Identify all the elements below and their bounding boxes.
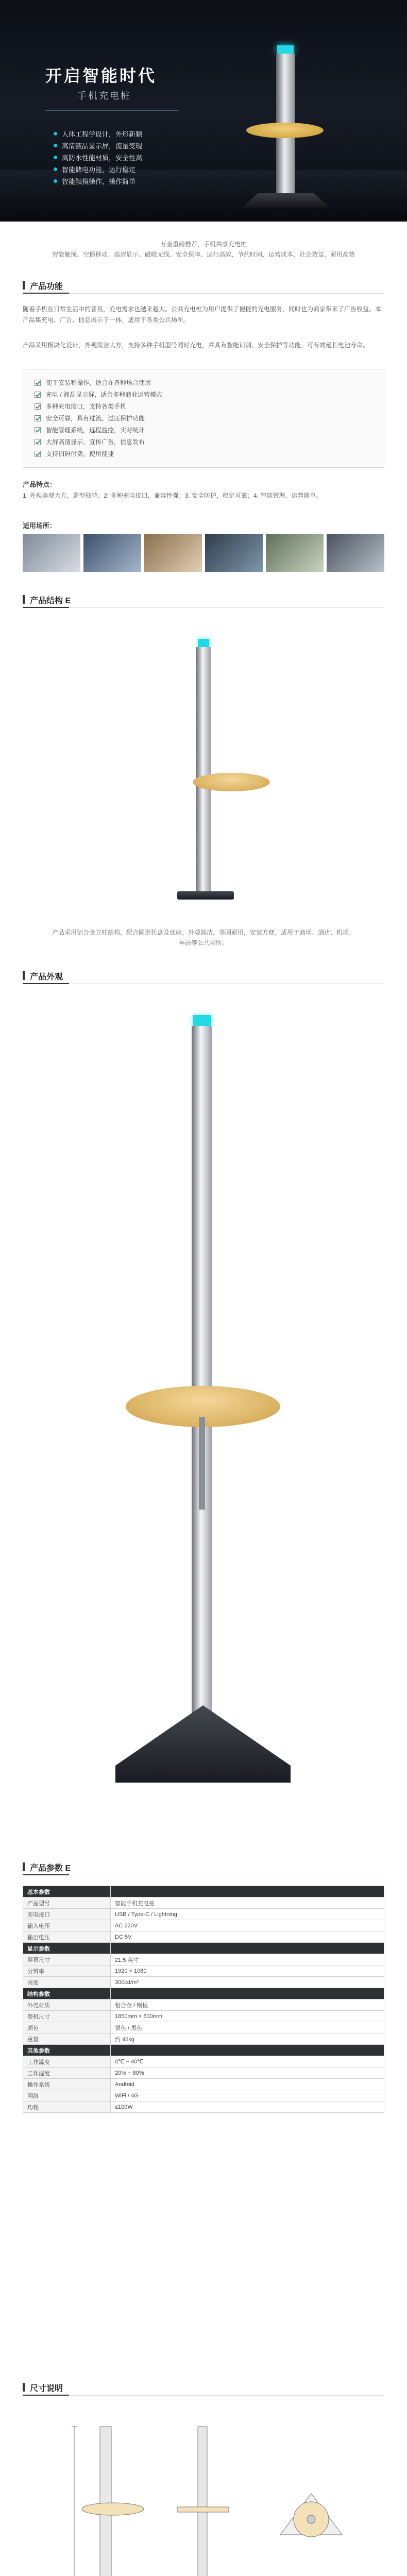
product-figure-2 bbox=[23, 994, 384, 1819]
application-photo bbox=[23, 534, 80, 572]
spec-key: 屏幕尺寸 bbox=[23, 1954, 111, 1965]
kiosk-tray bbox=[193, 773, 270, 791]
heading-bar bbox=[23, 1862, 25, 1871]
spec-key: 功耗 bbox=[23, 2102, 111, 2113]
spec-group-row bbox=[23, 2045, 384, 2056]
spec-row bbox=[23, 2056, 384, 2067]
spec-value: 20% ~ 80% bbox=[111, 2067, 384, 2079]
kiosk-tray bbox=[246, 123, 324, 138]
function-paragraph-2: 产品采用模块化设计，外观简洁大方，支持多种手机型号同时充电，并具有智能识别、安全保护等功能，可有效延长电池寿命。 bbox=[23, 342, 369, 349]
heading-bar bbox=[23, 971, 25, 980]
spec-value: 智能手机充电桩 bbox=[111, 1897, 384, 1909]
product-figure-1 bbox=[23, 618, 384, 917]
spec-row bbox=[23, 2067, 384, 2079]
checklist-item: 支持扫码付费，使用便捷 bbox=[35, 448, 372, 460]
spec-key: 分辨率 bbox=[23, 1965, 111, 1977]
spec-row bbox=[23, 2033, 384, 2045]
spec-value: 铝合金 / 钢板 bbox=[111, 1999, 384, 2011]
heading-underline bbox=[23, 607, 69, 608]
checkmark-icon bbox=[35, 392, 41, 398]
bullet-icon bbox=[54, 156, 57, 159]
spec-value: 0℃ ~ 40℃ bbox=[111, 2056, 384, 2067]
heading-underline bbox=[23, 983, 69, 984]
spec-table-body bbox=[23, 1886, 384, 2113]
spec-key: 整机尺寸 bbox=[23, 2011, 111, 2022]
spec-key: 其他参数 bbox=[23, 2045, 111, 2056]
spec-row bbox=[23, 1909, 384, 1920]
checkmark-icon bbox=[35, 439, 41, 445]
spec-row bbox=[23, 2011, 384, 2022]
dimension-drawing bbox=[23, 2406, 384, 2576]
kiosk-pole bbox=[192, 1026, 212, 1727]
heading-bar bbox=[23, 595, 25, 604]
spec-value: AC 220V bbox=[111, 1920, 384, 1931]
function-paragraph-1: 随着手机在日常生活中的普及，充电需求也越来越大。公共充电桩为用户提供了便捷的充电服务，同时也为商家带来了广告收益。本产品集充电、广告、信息展示于一体，适用于各类公共场所。 bbox=[23, 306, 382, 324]
spec-row bbox=[23, 1965, 384, 1977]
spec-key: 颜色 bbox=[23, 2022, 111, 2033]
spec-group-row bbox=[23, 1943, 384, 1954]
spec-value bbox=[111, 1988, 384, 1999]
spec-table bbox=[23, 1886, 384, 2113]
section-heading-structure: 产品结构 E bbox=[23, 592, 384, 608]
checklist-item: 便于安装和操作，适合在各种场合使用 bbox=[35, 377, 372, 388]
spec-value: ≤100W bbox=[111, 2102, 384, 2113]
heading-bar bbox=[23, 281, 25, 290]
dimension-svg bbox=[23, 2406, 384, 2576]
spec-key: 显示参数 bbox=[23, 1943, 111, 1954]
application-photo bbox=[144, 534, 202, 572]
hero-feature-list bbox=[54, 128, 142, 187]
spec-value: WiFi / 4G bbox=[111, 2090, 384, 2102]
top-view bbox=[280, 2494, 342, 2537]
spec-row bbox=[23, 1920, 384, 1931]
spec-value: Android bbox=[111, 2079, 384, 2090]
spec-row bbox=[23, 2022, 384, 2033]
application-photo bbox=[327, 534, 384, 572]
applications-subtitle: 适用场所： bbox=[23, 522, 57, 530]
spec-value: 1920 × 1080 bbox=[111, 1965, 384, 1977]
spec-key: 外壳材质 bbox=[23, 1999, 111, 2011]
spec-row bbox=[23, 2102, 384, 2113]
structure-caption: 产品采用铝合金立柱结构，配合圆形托盘及底座，外观简洁，坚固耐用，安装方便，适用于商场、酒店、机场、车站等公共场所。 bbox=[52, 929, 355, 946]
spec-key: 亮度 bbox=[23, 1977, 111, 1988]
checklist-item: 智能管理系统，远程监控，实时统计 bbox=[35, 424, 372, 436]
spec-key: 重量 bbox=[23, 2033, 111, 2045]
spec-value bbox=[111, 2045, 384, 2056]
heading-underline bbox=[23, 1874, 69, 1875]
hero-banner bbox=[0, 0, 407, 222]
heading-underline bbox=[23, 2395, 69, 2396]
spec-key: 基本参数 bbox=[23, 1886, 111, 1897]
spec-key: 充电接口 bbox=[23, 1909, 111, 1920]
kiosk-light bbox=[193, 1015, 211, 1026]
spec-row bbox=[23, 2090, 384, 2102]
function-checklist-box bbox=[23, 369, 384, 468]
hero-subtitle: 手机充电桩 bbox=[77, 91, 131, 101]
side-view bbox=[177, 2427, 229, 2576]
spec-value bbox=[111, 1943, 384, 1954]
spec-value: 约 45kg bbox=[111, 2033, 384, 2045]
spec-key: 网络 bbox=[23, 2090, 111, 2102]
checklist-item: 大屏高清显示，宣传广告，信息发布 bbox=[35, 436, 372, 448]
function-checklist bbox=[23, 369, 384, 467]
section-heading-appearance: 产品外观 bbox=[23, 969, 384, 984]
hero-feature: 智能储电功能，运行稳定 bbox=[54, 163, 142, 175]
checklist-item: 多种充电接口，支持各类手机 bbox=[35, 400, 372, 412]
application-photo bbox=[266, 534, 324, 572]
checkmark-icon bbox=[35, 380, 41, 386]
spec-value: 银色 / 黑色 bbox=[111, 2022, 384, 2033]
spec-key: 结构参数 bbox=[23, 1988, 111, 1999]
spec-row bbox=[23, 1954, 384, 1965]
spec-row bbox=[23, 2079, 384, 2090]
application-gallery bbox=[23, 534, 384, 572]
spec-row bbox=[23, 1897, 384, 1909]
spec-group-row bbox=[23, 1988, 384, 1999]
kiosk-base bbox=[115, 1705, 291, 1783]
intro-text: 万金重磅推荐，手机共享充电桩 智能触摸、空播移动、高清显示、磁吸无线、安全保障、运行高效、节约时间、运营成本、社会效益、耐用高效 bbox=[52, 241, 355, 258]
checkmark-icon bbox=[35, 415, 41, 421]
section-heading-function: 产品功能 bbox=[23, 278, 384, 294]
checkmark-icon bbox=[35, 451, 41, 457]
kiosk-pole bbox=[196, 647, 211, 894]
spec-row bbox=[23, 1999, 384, 2011]
spec-value: 21.5 英寸 bbox=[111, 1954, 384, 1965]
heading-bar bbox=[23, 2383, 25, 2392]
bullet-icon bbox=[54, 132, 57, 135]
checklist-item: 安全可靠，具有过流、过压保护功能 bbox=[35, 412, 372, 424]
spec-value: DC 5V bbox=[111, 1931, 384, 1943]
checkmark-icon bbox=[35, 427, 41, 433]
spec-key: 工作湿度 bbox=[23, 2067, 111, 2079]
bullet-icon bbox=[54, 179, 57, 183]
kiosk-light bbox=[198, 639, 209, 647]
hero-feature: 高防水性能材质，安全性高 bbox=[54, 151, 142, 163]
checkmark-icon bbox=[35, 403, 41, 410]
spec-key: 输出电压 bbox=[23, 1931, 111, 1943]
bullet-icon bbox=[54, 167, 57, 171]
hero-divider bbox=[45, 110, 179, 111]
spec-key: 工作温度 bbox=[23, 2056, 111, 2067]
kiosk-base bbox=[177, 891, 234, 900]
features-text: 1. 外观美观大方，造型独特；2. 多种充电接口，兼容性强；3. 安全防护，稳定可靠；4. 智能管理，运营简单。 bbox=[23, 492, 323, 499]
hero-feature: 人体工程学设计，外形新颖 bbox=[54, 128, 142, 140]
bullet-icon bbox=[54, 144, 57, 147]
spec-value: USB / Type-C / Lightning bbox=[111, 1909, 384, 1920]
hero-feature: 智能触摸操作，操作简单 bbox=[54, 175, 142, 187]
application-photo bbox=[205, 534, 263, 572]
kiosk-tray-stem bbox=[199, 1417, 205, 1510]
spec-group-row bbox=[23, 1886, 384, 1897]
hero-feature: 高清液晶显示屏，流量变现 bbox=[54, 140, 142, 151]
application-photo bbox=[83, 534, 141, 572]
features-subtitle: 产品特点： bbox=[23, 481, 57, 488]
spec-row bbox=[23, 1931, 384, 1943]
section-heading-spec: 产品参数 E bbox=[23, 1860, 384, 1875]
front-view bbox=[72, 2427, 144, 2576]
checklist-item: 充电 / 液晶显示屏，适合多种商业运营模式 bbox=[35, 388, 372, 400]
spec-value bbox=[111, 1886, 384, 1897]
spec-key: 输入电压 bbox=[23, 1920, 111, 1931]
heading-underline bbox=[23, 293, 69, 294]
spec-value: 300cd/m² bbox=[111, 1977, 384, 1988]
spec-key: 产品型号 bbox=[23, 1897, 111, 1909]
hero-title: 开启智能时代 bbox=[45, 66, 157, 85]
section-heading-dimensions: 尺寸说明 bbox=[23, 2380, 384, 2396]
spec-row bbox=[23, 1977, 384, 1988]
spec-value: 1850mm × 600mm bbox=[111, 2011, 384, 2022]
kiosk-light bbox=[277, 45, 294, 54]
spec-key: 操作系统 bbox=[23, 2079, 111, 2090]
